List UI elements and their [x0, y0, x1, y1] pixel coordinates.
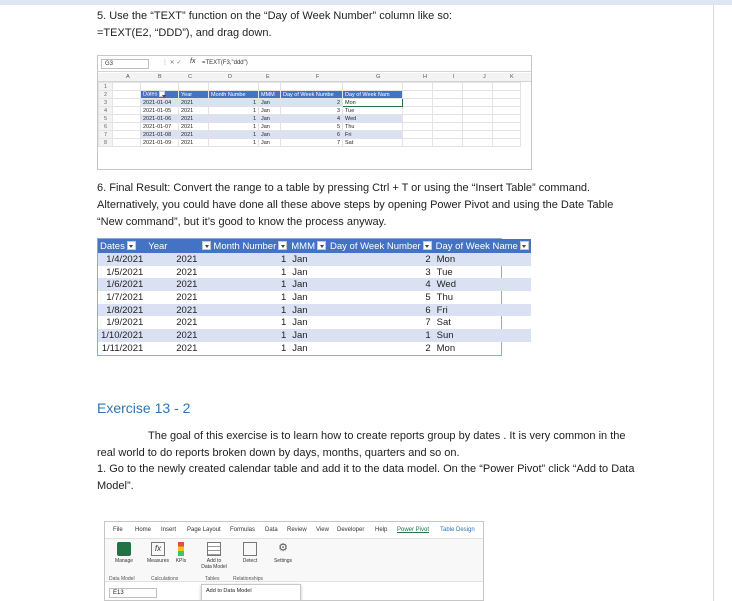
- tooltip: [201, 584, 301, 601]
- table-row: 7 2021-01-08 2021 1 Jan 6 Fri: [99, 131, 521, 139]
- table-row: 4 2021-01-05 2021 1 Jan 3 Tue: [99, 107, 521, 115]
- col-h: H: [423, 74, 427, 80]
- tab-view[interactable]: View: [316, 527, 329, 533]
- table-row: 1/6/2021 2021 1 Jan 4 Wed: [98, 278, 531, 291]
- settings-button[interactable]: ⚙ Settings: [273, 542, 293, 564]
- col-c: C: [188, 74, 192, 80]
- header-year: Year: [179, 91, 209, 99]
- cancel-enter-icons: ⋮ ✕ ✓: [162, 60, 182, 66]
- kpi-icon: [178, 542, 184, 556]
- excel-screenshot-formula: [97, 55, 532, 170]
- exercise-step1: 1. Go to the newly created calendar table and add it to the data model. On the “Power Pivot” click “Add to Data Model”.: [97, 463, 635, 492]
- tab-page-layout[interactable]: Page Layout: [187, 527, 221, 533]
- col-e: E: [266, 74, 270, 80]
- header-dates[interactable]: Dates: [98, 239, 146, 253]
- tab-table-design[interactable]: Table Design: [440, 527, 475, 533]
- tooltip-title: Add to Data Model: [206, 588, 252, 594]
- tab-power-pivot[interactable]: Power Pivot: [397, 527, 430, 533]
- table-row: 1/8/2021 2021 1 Jan 6 Fri: [98, 304, 531, 317]
- tab-formulas[interactable]: Formulas: [230, 527, 256, 533]
- result-table: [97, 238, 518, 356]
- exercise-heading: Exercise 13 - 2: [97, 400, 191, 416]
- table-row: 5 2021-01-06 2021 1 Jan 4 Wed: [99, 115, 521, 123]
- header-dow-name[interactable]: Day of Week Name: [434, 239, 531, 253]
- kpis-button[interactable]: KPIs: [173, 542, 189, 564]
- tab-data[interactable]: Data: [265, 527, 278, 533]
- tab-review[interactable]: Review: [287, 527, 307, 533]
- ribbon-panel: [105, 538, 484, 582]
- header-dow-name: Day of Week Nam: [343, 91, 403, 99]
- col-a: A: [126, 74, 130, 80]
- header-dow-number: Day of Week Numbe: [281, 91, 343, 99]
- header-month-number[interactable]: Month Number: [200, 239, 289, 253]
- page-top-bar: [0, 0, 732, 5]
- detect-icon: [243, 542, 257, 556]
- tab-file[interactable]: File: [113, 527, 123, 533]
- step5-line1: 5. Use the “TEXT” function on the “Day of Week Number” column like so:: [97, 10, 452, 22]
- tab-home[interactable]: Home: [135, 527, 152, 533]
- selected-cell[interactable]: Mon: [343, 99, 403, 107]
- col-d: D: [228, 74, 232, 80]
- table-row: 1/9/2021 2021 1 Jan 7 Sat: [106, 317, 451, 329]
- filter-dropdown-icon[interactable]: [202, 241, 211, 250]
- fx-icon: fx: [190, 58, 196, 65]
- name-box[interactable]: G3: [101, 59, 149, 69]
- add-to-data-model-button[interactable]: Add to Data Model: [199, 542, 229, 570]
- filter-dropdown-icon[interactable]: [278, 241, 287, 250]
- table-icon: [207, 542, 221, 556]
- table-row: 1/10/2021 2021 1 Jan 1 Sun: [98, 329, 531, 342]
- manage-icon: [117, 542, 131, 556]
- table-row: 1/7/2021 2021 1 Jan 5 Thu: [106, 291, 454, 303]
- excel-grid: 1 2 Dates Year Month Numbe MMM Day of Week Numbe Day of Week Nam 3 2021-01-04 2021 1 Jan 2 Mon 4 2021-01-05 2021 1 Jan 3 Tue 5 2021-01-06 2021 1 Jan 4 Wed 6 2021-01-07 2021 1 Jan 5 Thu 7 2021-01-08 2021 1 Jan 6 Fri 8 2021-01-09 2021 1 Jan 7 Sat: [98, 82, 521, 147]
- formula-bar: [98, 56, 531, 72]
- excel-ribbon-screenshot: [104, 521, 484, 601]
- step5-line2: =TEXT(E2, “DDD”), and drag down.: [97, 27, 272, 39]
- filter-dropdown-icon[interactable]: [423, 241, 432, 250]
- group-calculations: Calculations: [151, 576, 179, 582]
- fx-measures-icon: fx: [151, 542, 165, 556]
- step6-text: 6. Final Result: Convert the range to a table by pressing Ctrl + T or using the “Insert Table” command. Alternatively, you could have done all these above steps by opening Power Pivot and using the Date Table “New command”, but it’s good to know the process anyway.: [97, 182, 614, 228]
- header-mmm[interactable]: MMM: [289, 239, 328, 253]
- group-data-model: Data Model: [109, 576, 135, 582]
- group-tables: Tables: [205, 576, 220, 582]
- filter-dropdown-icon[interactable]: [127, 241, 136, 250]
- page-right-edge: [713, 5, 714, 601]
- table-row: 1/5/2021 2021 1 Jan 3 Tue: [106, 266, 453, 278]
- measures-button[interactable]: fx Measures: [147, 544, 169, 564]
- col-g: G: [376, 74, 381, 80]
- header-dates: Dates: [141, 91, 179, 99]
- tab-insert[interactable]: Insert: [161, 527, 177, 533]
- table-row: 8 2021-01-09 2021 1 Jan 7 Sat: [99, 139, 521, 147]
- tab-help[interactable]: Help: [375, 527, 388, 533]
- formula-text[interactable]: =TEXT(F3,"ddd"): [202, 60, 248, 66]
- table-row: 6 2021-01-07 2021 1 Jan 5 Thu: [99, 123, 521, 131]
- header-month: Month Numbe: [209, 91, 259, 99]
- name-box[interactable]: E13: [109, 588, 157, 598]
- header-dow-number[interactable]: Day of Week Number: [328, 239, 434, 253]
- header-mmm: MMM: [259, 91, 281, 99]
- col-b: B: [158, 74, 162, 80]
- column-headers: [98, 73, 532, 82]
- table-row: 3 2021-01-04 2021 1 Jan 2 Mon: [99, 99, 521, 107]
- filter-dropdown-icon[interactable]: [520, 241, 529, 250]
- ribbon-tabs: [105, 522, 483, 538]
- tab-developer[interactable]: Developer: [337, 527, 365, 533]
- col-i: I: [453, 74, 455, 80]
- col-j: J: [483, 74, 486, 80]
- col-f: F: [316, 74, 320, 80]
- col-k: K: [510, 74, 514, 80]
- detect-button[interactable]: Detect: [239, 542, 261, 564]
- header-year[interactable]: Year: [146, 239, 200, 253]
- group-relationships: Relationships: [233, 576, 264, 582]
- manage-button[interactable]: Manage: [111, 542, 137, 564]
- exercise-intro: The goal of this exercise is to learn how to create reports group by dates . It is very common in the real world to do reports broken down by days, months, quarters and so on.: [97, 430, 626, 459]
- filter-dropdown-icon[interactable]: [317, 241, 326, 250]
- table-row: 1/11/2021 2021 1 Jan 2 Mon: [101, 342, 456, 354]
- table-row: 1/4/2021 2021 1 Jan 2 Mon: [98, 253, 531, 266]
- gear-icon: ⚙: [278, 542, 288, 554]
- row-number: 1: [99, 83, 113, 91]
